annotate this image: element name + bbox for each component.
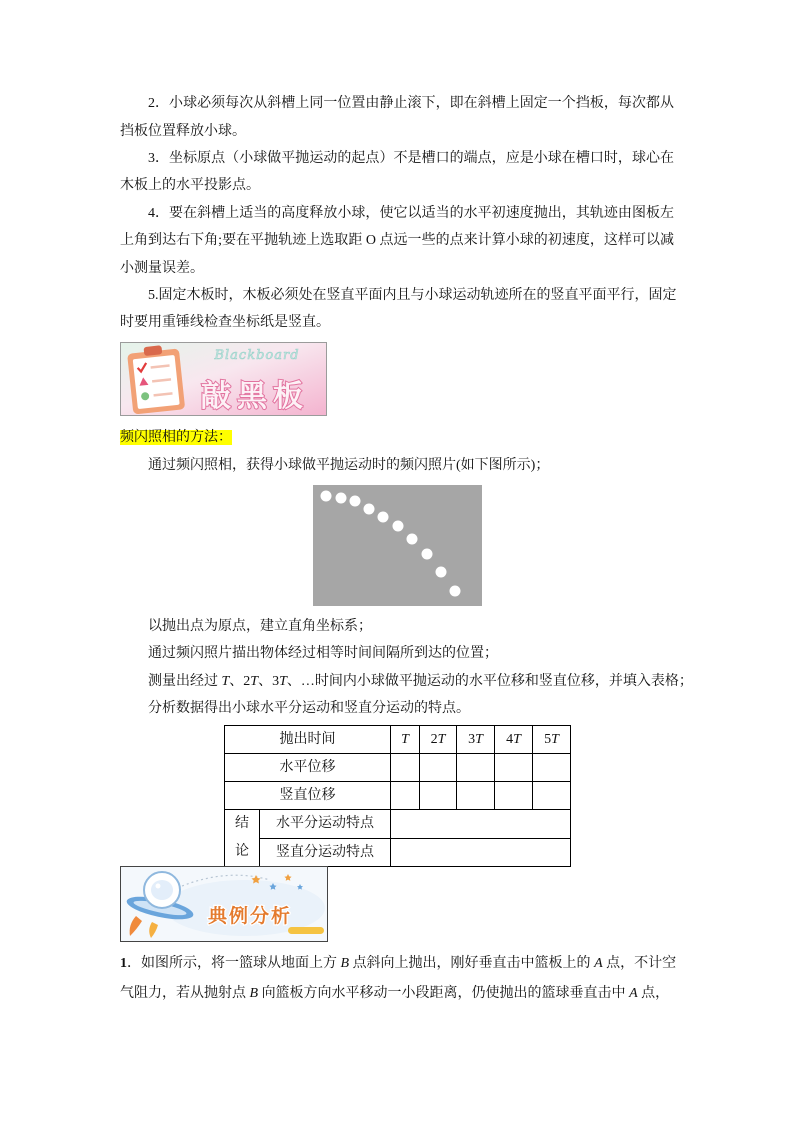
time-coef: 5 <box>544 732 552 747</box>
flash-photo-graphic <box>313 485 482 606</box>
time-unit: T <box>437 732 446 747</box>
measure-text: 、2 <box>229 673 251 689</box>
question-text: 气阻力，若从抛射点 <box>120 985 250 1001</box>
flash-ball <box>407 534 418 545</box>
question-line-2 <box>120 979 674 1009</box>
note-5-line-1: 5.固定木板时，木板必须处在竖直平面内且与小球运动轨迹所在的竖直平面平行，固定 <box>148 288 677 304</box>
conclusion-vertical-label: 竖直分运动特点 <box>260 838 391 867</box>
table-row <box>225 810 571 839</box>
time-unit: T <box>401 732 409 747</box>
title-underline <box>288 927 324 934</box>
table-cell <box>391 838 571 867</box>
period-symbol: T <box>221 673 230 689</box>
example-analysis-banner <box>120 866 328 942</box>
blackboard-banner <box>120 342 327 416</box>
period-symbol: T <box>279 673 287 689</box>
step-analyze: 分析数据得出小球水平分运动和竖直分运动的特点。 <box>148 701 470 717</box>
point-label: A <box>629 985 638 1001</box>
clipboard-clip <box>143 345 162 356</box>
time-unit: T <box>551 732 559 747</box>
point-label: B <box>340 956 350 971</box>
measure-text: 、…时间内小球做平抛运动的水平位移和竖直位移，并填入表格； <box>286 673 693 689</box>
table-cell <box>457 754 495 782</box>
flash-ball <box>350 496 361 507</box>
header-time-cell <box>533 726 571 754</box>
row-label-horizontal: 水平位移 <box>225 754 391 782</box>
flash-ball <box>422 549 433 560</box>
table-cell <box>391 754 420 782</box>
method-intro: 通过频闪照相，获得小球做平抛运动时的频闪照片(如下图所示)； <box>148 457 550 473</box>
question-line-1 <box>120 949 677 979</box>
method-steps <box>120 613 693 723</box>
flash-photo-method <box>120 424 674 479</box>
flash-ball <box>336 493 347 504</box>
note-2-line-1: 2．小球必须每次从斜槽上同一位置由静止滚下，即在斜槽上固定一个挡板，每次都从 <box>148 96 674 112</box>
question-text: 向篮板方向水平移动一小段距离，仍使抛出的篮球垂直击中 <box>258 985 630 1001</box>
note-4-line-1: 4．要在斜槽上适当的高度释放小球，使它以适当的水平初速度抛出，其轨迹由图板左 <box>148 205 674 221</box>
flash-ball <box>450 586 461 597</box>
method-heading <box>120 424 674 451</box>
table-cell <box>495 754 533 782</box>
table-cell <box>391 810 571 839</box>
banner-title: 典例分析 <box>207 905 293 927</box>
header-time-cell <box>420 726 457 754</box>
time-coef: 4 <box>506 732 514 747</box>
table-row <box>225 838 571 867</box>
question-text: 点， <box>637 985 670 1001</box>
note-3-line-2: 木板上的水平投影点。 <box>120 178 260 194</box>
flash-ball <box>393 521 404 532</box>
table-row <box>225 782 571 810</box>
row-label-vertical: 竖直位移 <box>225 782 391 810</box>
note-2-line-2: 挡板位置释放小球。 <box>120 123 246 139</box>
header-time-cell <box>457 726 495 754</box>
step-measure <box>120 668 693 695</box>
conclusion-horizontal-label: 水平分运动特点 <box>260 810 391 839</box>
flash-ball <box>364 504 375 515</box>
table-cell <box>533 754 571 782</box>
point-label: A <box>594 956 603 971</box>
banner-title: 敲黑板 <box>201 379 309 414</box>
table-cell <box>457 782 495 810</box>
table-cell <box>420 754 457 782</box>
flash-ball <box>436 567 447 578</box>
header-time-label: 抛出时间 <box>225 726 391 754</box>
banner-watermark: Blackboard <box>214 348 300 363</box>
visor-shine <box>156 884 161 889</box>
header-time-cell <box>495 726 533 754</box>
period-symbol: T <box>250 673 259 689</box>
table-row <box>225 754 571 782</box>
step-trace: 通过频闪照片描出物体经过相等时间间隔所到达的位置； <box>148 646 498 662</box>
table-cell <box>391 782 420 810</box>
experiment-notes <box>120 90 677 337</box>
method-heading-text: 频闪照相的方法： <box>120 430 232 446</box>
step-origin: 以抛出点为原点，建立直角坐标系； <box>148 619 372 634</box>
question-text: ．如图所示，将一篮球从地面上方 <box>127 956 341 971</box>
table-cell <box>533 782 571 810</box>
clipboard-icon <box>127 343 186 414</box>
flash-ball <box>378 512 389 523</box>
time-unit: T <box>513 732 521 747</box>
header-time-cell <box>391 726 420 754</box>
flash-photo <box>313 485 482 606</box>
note-4-line-2: 上角到达右下角;要在平抛轨迹上选取距 O 点远一些的点来计算小球的初速度，这样可以减 <box>120 233 674 249</box>
question-text: 点斜向上抛出，刚好垂直击中篮板上的 <box>349 956 595 971</box>
note-4-line-3: 小测量误差。 <box>120 260 204 276</box>
example-question-1 <box>120 949 677 1008</box>
measure-text: 、3 <box>258 673 280 689</box>
measure-text: 测量出经过 <box>148 673 222 689</box>
note-3-line-1: 3．坐标原点（小球做平抛运动的起点）不是槽口的端点，应是小球在槽口时，球心在 <box>148 151 674 167</box>
table-cell <box>420 782 457 810</box>
example-banner-graphic <box>120 866 328 942</box>
question-text: 点，不计空 <box>602 956 677 971</box>
time-unit: T <box>475 732 483 747</box>
conclusion-label: 结论 <box>225 810 260 867</box>
observation-table <box>224 725 571 867</box>
point-label: B <box>249 985 259 1001</box>
time-coef: 2 <box>430 732 438 747</box>
flash-ball <box>321 491 332 502</box>
helmet-visor <box>151 880 173 900</box>
blackboard-banner-graphic <box>120 342 327 416</box>
time-coef: 3 <box>468 732 476 747</box>
note-5-line-2: 时要用重锤线检查坐标纸是竖直。 <box>120 315 330 331</box>
question-number: 1 <box>120 956 127 971</box>
table-header-row <box>225 726 571 754</box>
table-cell <box>495 782 533 810</box>
